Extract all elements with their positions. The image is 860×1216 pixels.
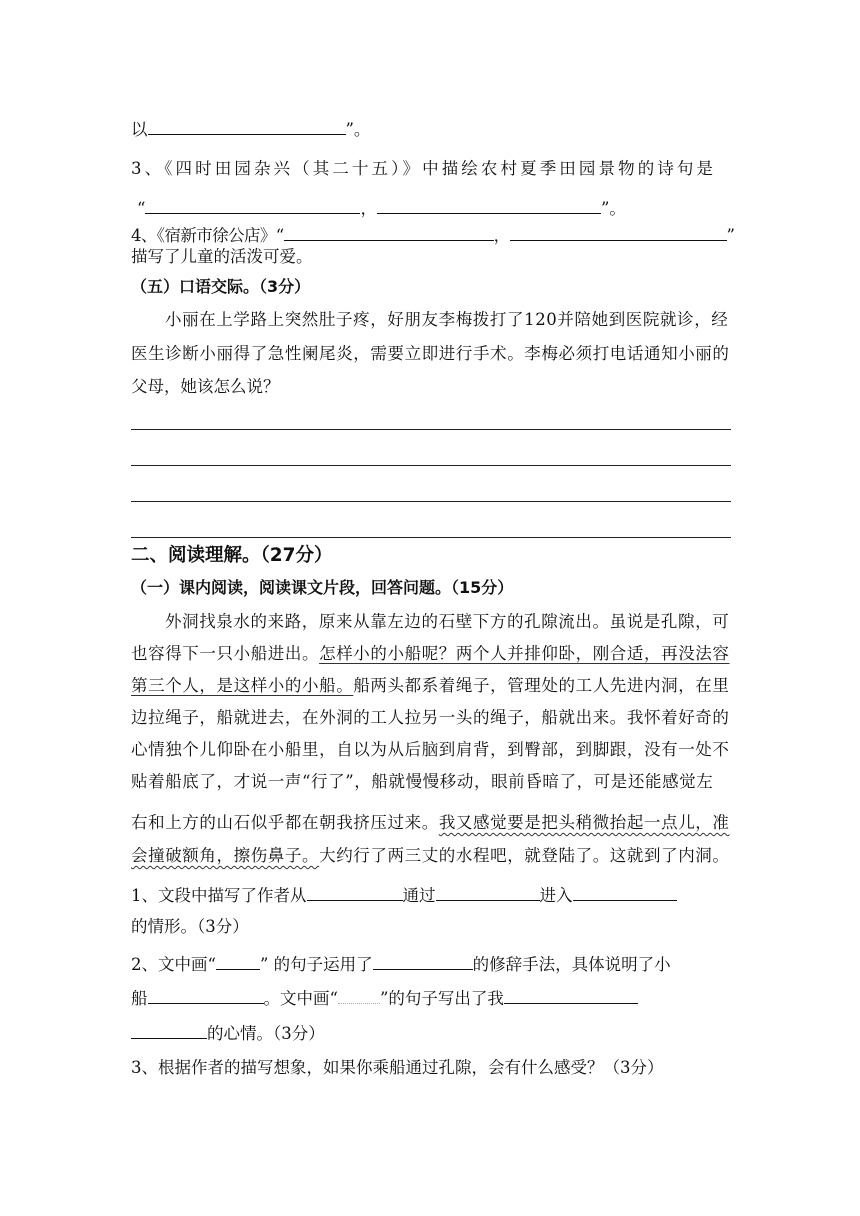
answer-blank	[216, 953, 260, 970]
reading-question-3: 3、根据作者的描写想象，如果你乘船通过孔隙，会有什么感受？（3分）	[131, 1058, 664, 1077]
section-heading: 二、阅读理解。（27分）	[131, 545, 333, 566]
answer-blank[interactable]	[573, 884, 677, 901]
passage-text: 右和上方的山石似乎都在朝我挤压过来。	[131, 813, 439, 832]
passage-line-1: 外洞找泉水的来路，原来从靠左边的石壁下方的孔隙流出。虽说是孔隙，可	[165, 612, 730, 631]
answer-blank[interactable]	[510, 224, 727, 241]
prev-suffix: ”。	[345, 120, 371, 139]
reading-question-2-line-3	[131, 1022, 325, 1045]
oral-line-3: 父母，她该怎么说？	[131, 377, 280, 396]
passage-line-7	[131, 812, 730, 834]
passage-text: 船两头都系着绳子，管理处的工人先进内洞，在里	[353, 676, 730, 695]
answer-blank[interactable]	[377, 197, 601, 214]
wavy-sample-mark	[338, 987, 380, 1004]
wavy-underlined-sentence: 我又感觉要是把头稍微抬起一点儿，准	[438, 813, 730, 832]
reading-question-2	[131, 953, 671, 976]
answer-blank[interactable]	[145, 197, 360, 214]
q2-text: 2、文中画“	[131, 955, 216, 974]
answer-line[interactable]	[131, 501, 731, 502]
answer-blank[interactable]	[148, 118, 346, 135]
answer-blank[interactable]	[436, 884, 540, 901]
reading-question-2-line-2	[131, 987, 638, 1010]
q1-text: 通过	[402, 886, 436, 905]
open-quote: “	[137, 199, 146, 218]
close-quote: ”。	[600, 199, 626, 218]
q1-text: 1、文段中描写了作者从	[131, 886, 307, 905]
wavy-underlined-sentence: 会撞破额角，擦伤鼻子。	[131, 846, 320, 865]
answer-line[interactable]	[131, 537, 731, 538]
passage-line-4: 边拉绳子，船就进去，在外洞的工人拉另一头的绳子，船就出来。我怀着好奇的	[131, 708, 730, 727]
question-3: 3、《四时田园杂兴（其二十五）》中描绘农村夏季田园景物的诗句是	[131, 159, 717, 178]
oral-line-2: 医生诊断小丽得了急性阑尾炎，需要立即进行手术。李梅必须打电话通知小丽的	[131, 344, 730, 363]
answer-blank[interactable]	[373, 953, 473, 970]
answer-blank[interactable]	[307, 884, 403, 901]
passage-line-5: 心情独个儿仰卧在小船里，自以为从后脑到肩背，到臀部，到脚跟，没有一处不	[131, 740, 730, 759]
question-3-blanks	[131, 197, 626, 220]
passage-line-6: 贴着船底了，才说一声“行了”，船就慢慢移动，眼前昏暗了，可是还能感觉左	[131, 772, 714, 791]
q1-text: 进入	[539, 886, 573, 905]
question-4-text: 4、《宿新市徐公店》“	[131, 226, 284, 245]
q2-text: 的心情。（3分）	[207, 1024, 325, 1043]
q2-text: 船	[131, 989, 148, 1008]
straight-underlined-sentence: 第三个人，是这样小的小船。	[131, 676, 354, 695]
answer-blank[interactable]	[131, 1022, 207, 1039]
q2-text: ” 的句子运用了	[259, 955, 373, 974]
passage-line-2	[131, 643, 730, 665]
fill-line-prev	[131, 118, 370, 141]
oral-line-1: 小丽在上学路上突然肚子疼，好朋友李梅拨打了120并陪她到医院就诊，经	[165, 310, 729, 329]
passage-text: 也容得下一只小船进出。	[131, 644, 320, 663]
prev-prefix: 以	[131, 120, 148, 139]
q2-text: 。文中画“	[263, 989, 338, 1008]
passage-line-8	[131, 845, 730, 867]
answer-blank[interactable]	[284, 224, 494, 241]
reading-question-1	[131, 884, 677, 907]
close-quote: ”	[726, 226, 735, 245]
answer-blank[interactable]	[148, 987, 264, 1004]
reading-question-1-tail: 的情形。（3分）	[131, 917, 249, 936]
comma: ，	[493, 226, 510, 245]
answer-line[interactable]	[131, 429, 731, 430]
answer-blank[interactable]	[504, 987, 638, 1004]
comma: ，	[360, 199, 377, 218]
passage-text: 大约行了两三丈的水程吧，就登陆了。这就到了内洞。	[319, 846, 730, 865]
question-4-tail: 描写了儿童的活泼可爱。	[131, 247, 313, 266]
passage-line-3	[131, 675, 730, 697]
straight-underlined-sentence: 怎样小的小船呢？两个人并排仰卧，刚合适，再没法容	[319, 644, 730, 663]
q2-text: 的修辞手法，具体说明了小	[472, 955, 671, 974]
question-4	[131, 224, 734, 247]
subsection-heading: （一）课内阅读，阅读课文片段，回答问题。（15分）	[131, 578, 514, 597]
q2-text: ”的句子写出了我	[379, 989, 504, 1008]
answer-line[interactable]	[131, 465, 731, 466]
oral-heading: （五）口语交际。（3分）	[131, 277, 311, 296]
